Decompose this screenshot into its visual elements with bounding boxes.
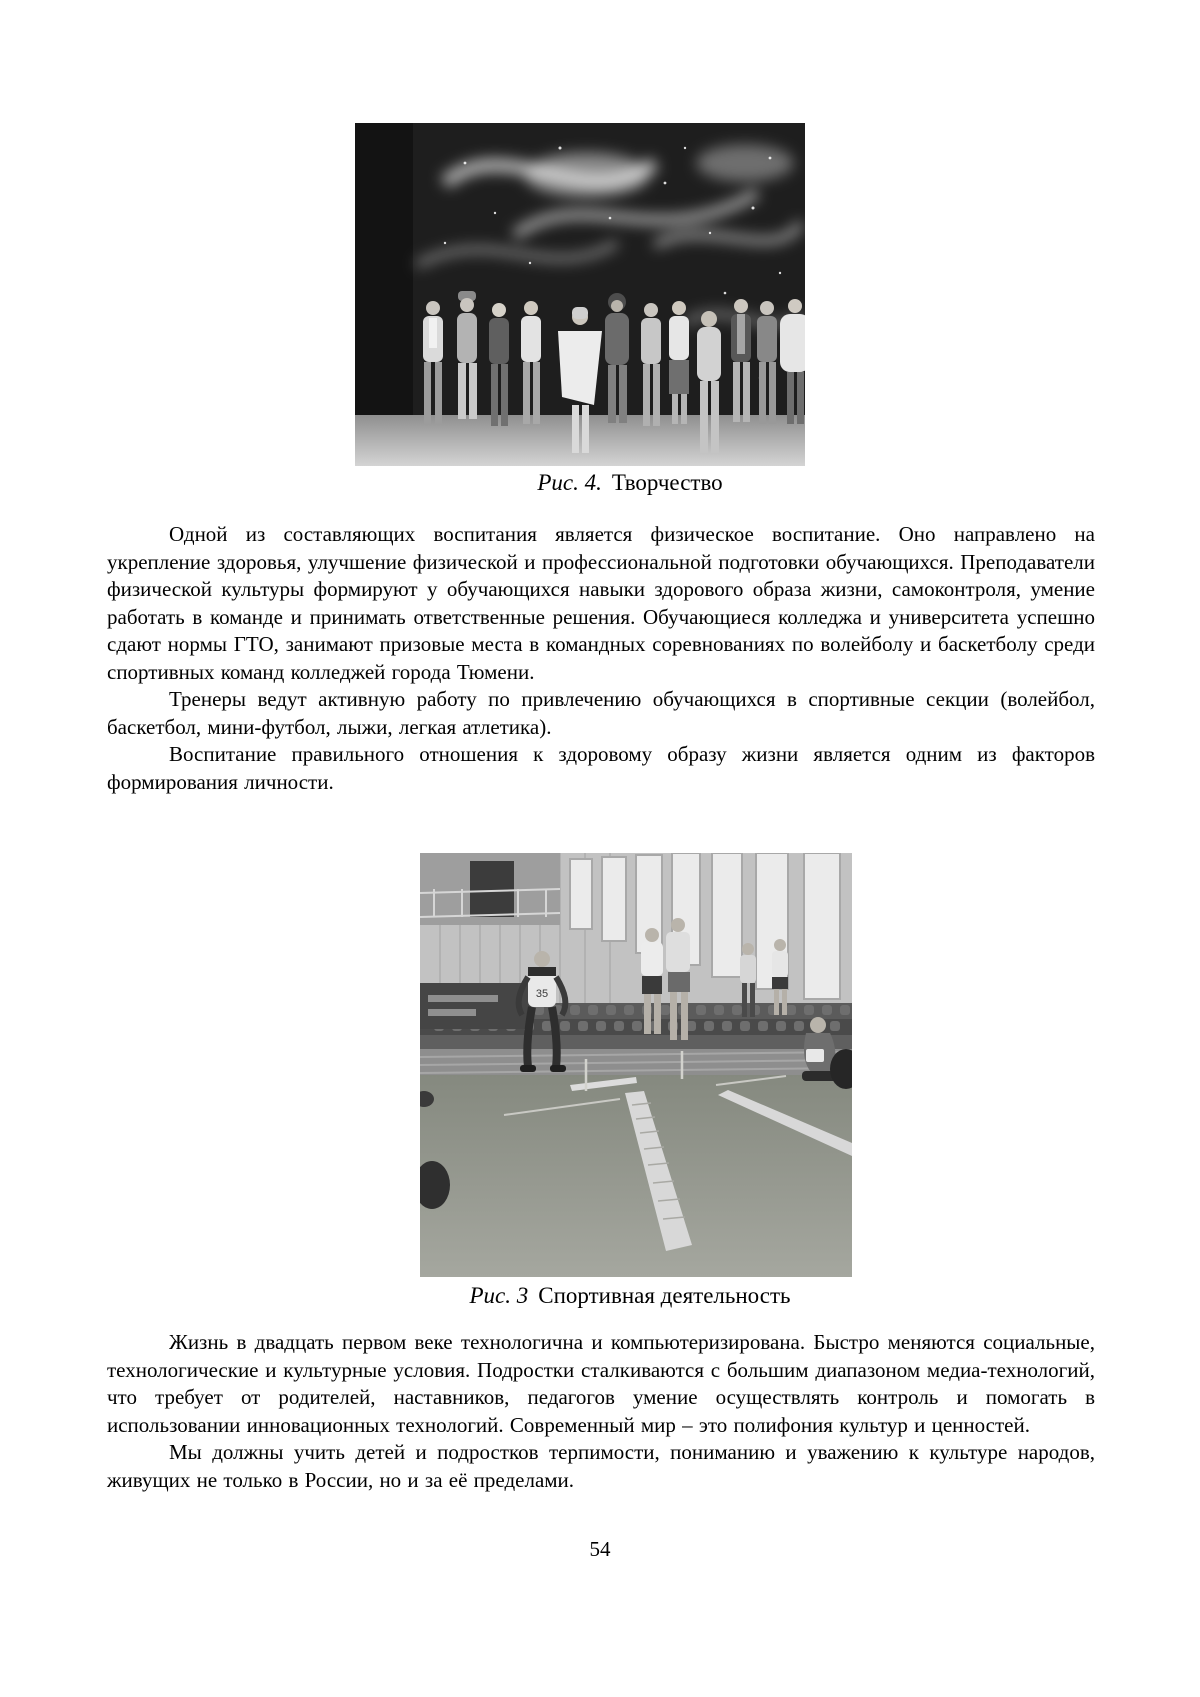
body-text-block-1	[107, 521, 1095, 796]
body-text-block-2	[107, 1329, 1095, 1494]
balcony	[420, 853, 560, 925]
paragraph: Одной из составляющих воспитания является физическое воспитание. Оно направлено на укрепление здоровья, улучшение физической и профессиональной подготовки обучающихся. Преподаватели физической культуры формируют у обучающихся навыки здорового образа жизни, самоконтроля, умение работать в команде и принимать ответственные решения. Обучающиеся колледжа и университета успешно сдают нормы ГТО, занимают призовые места в командных соревнованиях по волейболу и баскетболу среди спортивных команд колледжей города Тюмени.	[107, 522, 1095, 684]
figure-caption-label: Рис. 4.	[537, 470, 602, 495]
paragraph: Мы должны учить детей и подростков терпимости, пониманию и уважению к культуре народов, живущих не только в России, но и за её пределами.	[107, 1440, 1095, 1492]
bib-number-text: 35	[535, 988, 549, 1000]
page-number: 54	[589, 1537, 611, 1561]
figure-caption-sport	[100, 1281, 1160, 1311]
figure-caption-title: Спортивная деятельность	[538, 1283, 791, 1308]
sport-photo-illustration	[420, 853, 852, 1277]
paragraph: Воспитание правильного отношения к здоровому образу жизни является одним из факторов формирования личности.	[107, 742, 1095, 794]
banner	[420, 983, 532, 1029]
figure-caption-title: Творчество	[611, 470, 723, 495]
creativity-photo-illustration	[355, 123, 805, 466]
paragraph: Тренеры ведут активную работу по привлечению обучающихся в спортивные секции (волейбол, баскетбол, мини-футбол, лыжи, легкая атлетика).	[107, 687, 1095, 739]
figure-photo-sport	[420, 853, 852, 1277]
figure-photo-creativity	[355, 123, 805, 466]
stage-floor	[355, 415, 805, 466]
paragraph: Жизнь в двадцать первом веке технологична и компьютеризирована. Быстро меняются социальные, технологические и культурные условия. Подростки сталкиваются с большим диапазоном медиа-технологий, что требует от родителей, наставников, педагогов умение осуществлять контроль и помогать в использовании инновационных технологий. Современный мир – это полифония культур и ценностей.	[107, 1330, 1095, 1437]
running-track	[420, 1049, 852, 1079]
figure-caption-creativity	[100, 468, 1160, 498]
figure-caption-label: Рис. 3	[469, 1283, 529, 1308]
